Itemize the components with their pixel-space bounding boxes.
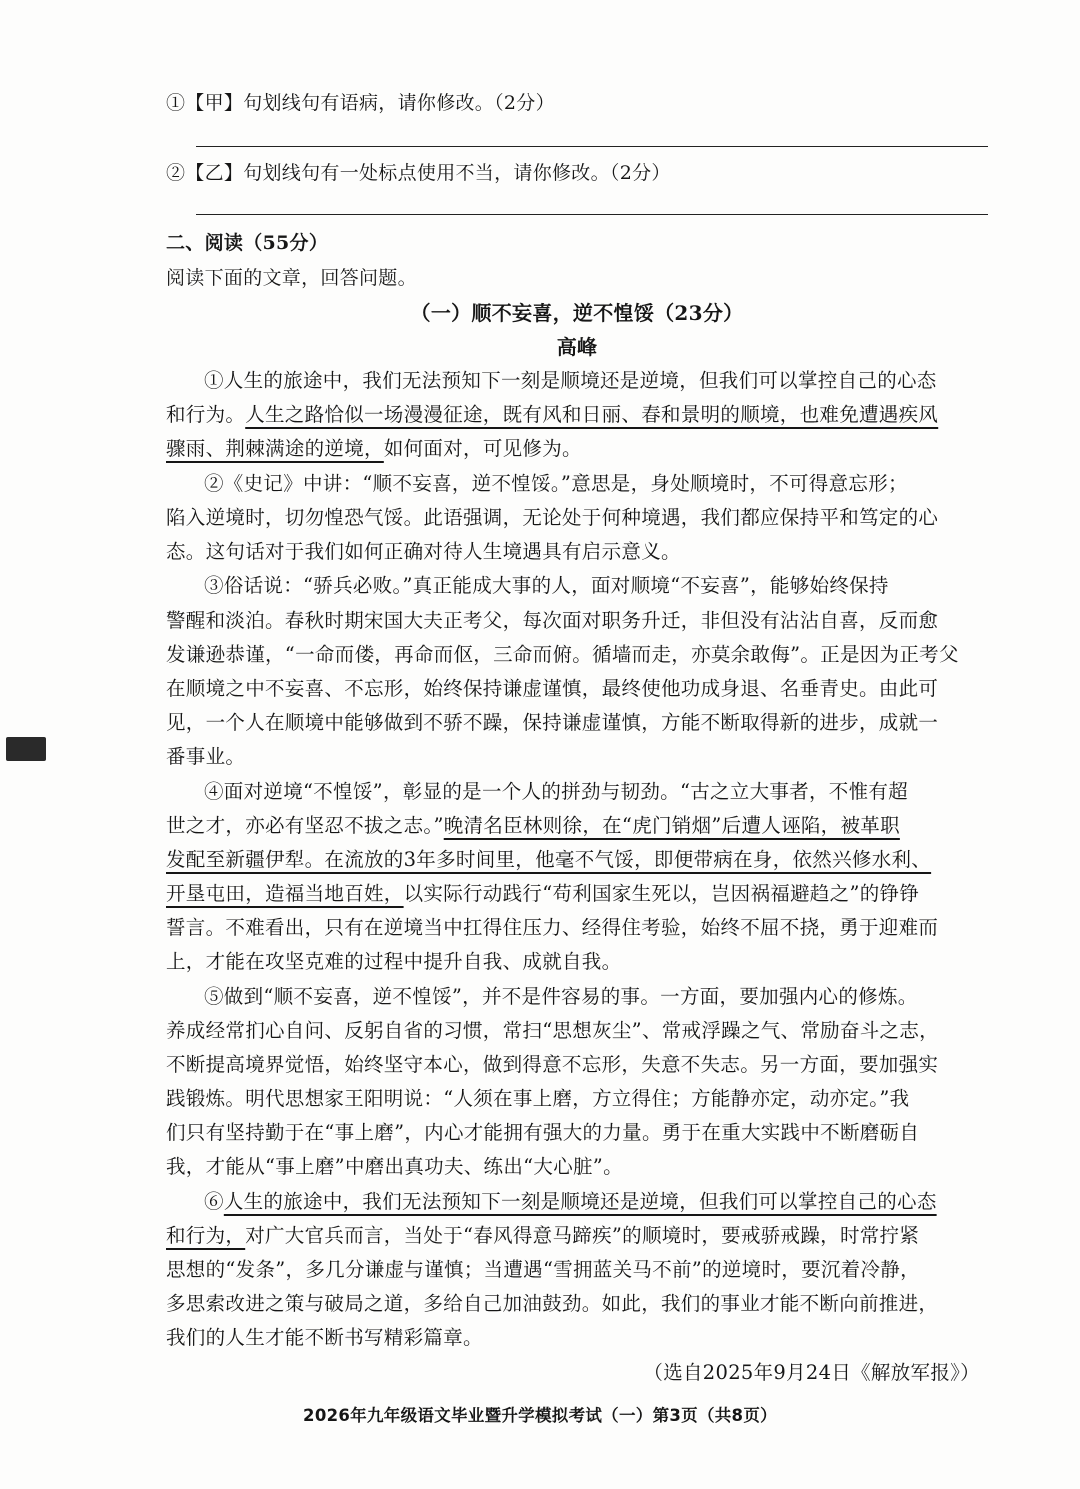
p1-text-end: 如何面对，可见修为。: [383, 437, 582, 460]
p2-line-1: ②《史记》中讲：“顺不妄喜，逆不惶馁。”意思是，身处顺境时，不可得意忘形；: [204, 472, 908, 495]
p5-line-1: ⑤做到“顺不妄喜，逆不惶馁”，并不是件容易的事。一方面，要加强内心的修炼。: [204, 985, 918, 1008]
p4-line-6: 上，才能在攻坚克难的过程中提升自我、成就自我。: [166, 950, 622, 973]
p4-text-end: 以实际行动践行“苟利国家生死以，岂因祸福避趋之”的铮铮: [403, 882, 920, 905]
underlined-sentence-yi-mid: 发配至新疆伊犁。在流放的3年多时间里，他毫不气馁，即便带病在身，依然兴修水利、: [166, 848, 932, 871]
underlined-sentence-p6-end: 和行为，: [166, 1224, 246, 1247]
underlined-sentence-jia: 人生之路恰似一场漫漫征途，既有风和日丽、春和景明的顺境，也难免遭遇疾风: [245, 403, 939, 426]
p6-line-4: 多思索改进之策与破局之道，多给自己加油鼓劲。如此，我们的事业才能不断向前推进，: [166, 1292, 939, 1315]
p2-line-3: 态。这句话对于我们如何正确对待人生境遇具有启示意义。: [166, 540, 681, 563]
question-2: ②【乙】句划线句有一处标点使用不当，请你修改。（2分）: [166, 162, 671, 184]
p1-line-2: [166, 398, 988, 432]
p1-text: 和行为。: [166, 403, 246, 426]
scan-clip-mark: [6, 737, 46, 761]
section-instruction: 阅读下面的文章，回答问题。: [166, 267, 417, 289]
p3-line-4: 在顺境之中不妄喜、不忘形，始终保持谦虚谨慎，最终使他功成身退、名垂青史。由此可: [166, 677, 939, 700]
p6-line-2: [166, 1219, 988, 1253]
p4-line-1: ④面对逆境“不惶馁”，彰显的是一个人的拼劲与韧劲。“古之立大事者，不惟有超: [204, 780, 909, 803]
answer-line-2: [196, 214, 988, 215]
p4-line-2: [166, 809, 988, 843]
p2-line-2: 陷入逆境时，切勿惶恐气馁。此语强调，无论处于何种境遇，我们都应保持平和笃定的心: [166, 506, 939, 529]
question-1: ①【甲】句划线句有语病，请你修改。（2分）: [166, 92, 555, 114]
p5-line-5: 们只有坚持勤于在“事上磨”，内心才能拥有强大的力量。勇于在重大实践中不断磨砺自: [166, 1121, 920, 1144]
p3-line-3: 发谦逊恭谨，“一命而偻，再命而伛，三命而俯。循墙而走，亦莫余敢侮”。正是因为正考父: [166, 643, 959, 666]
page-footer: 2026年九年级语文毕业暨升学模拟考试（一）第3页（共8页）: [303, 1406, 777, 1425]
p1-line-1: ①人生的旅途中，我们无法预知下一刻是顺境还是逆境，但我们可以掌控自己的心态: [204, 369, 937, 392]
p5-line-3: 不断提高境界觉悟，始终坚守本心，做到得意不忘形，失意不失志。另一方面，要加强实: [166, 1053, 939, 1076]
article-source: （选自2025年9月24日《解放军报》）: [643, 1361, 980, 1384]
p5-line-6: 我，才能从“事上磨”中磨出真功夫、练出“大心脏”。: [166, 1155, 623, 1178]
section-heading: 二、阅读（55分）: [166, 232, 329, 254]
underlined-sentence-yi-end: 开垦屯田，造福当地百姓，: [166, 882, 404, 905]
p6-line-3: 思想的“发条”，多几分谦虚与谨慎；当遭遇“雪拥蓝关马不前”的逆境时，要沉着冷静，: [166, 1258, 920, 1281]
p6-line-1: [166, 1185, 988, 1219]
article-title: （一）顺不妄喜，逆不惶馁（23分）: [410, 301, 744, 325]
p5-line-4: 践锻炼。明代思想家王阳明说：“人须在事上磨，方立得住；方能静亦定，动亦定。”我: [166, 1087, 910, 1110]
article-author: 高峰: [556, 335, 598, 359]
p4-line-3: [166, 843, 988, 877]
underlined-sentence-p6: 人生的旅途中，我们无法预知下一刻是顺境还是逆境，但我们可以掌控自己的心态: [223, 1190, 937, 1213]
p3-line-5: 见，一个人在顺境中能够做到不骄不躁，保持谦虚谨慎，方能不断取得新的进步，成就一: [166, 711, 939, 734]
p3-line-1: ③俗话说：“骄兵必败。”真正能成大事的人，面对顺境“不妄喜”，能够始终保持: [204, 574, 889, 597]
p6-text: 对广大官兵而言，当处于“春风得意马蹄疾”的顺境时，要戒骄戒躁，时常拧紧: [245, 1224, 920, 1247]
underlined-sentence-yi: 晚清名臣林则徐，在“虎门销烟”后遭人诬陷，被革职: [443, 814, 900, 837]
p3-line-2: 警醒和淡泊。春秋时期宋国大夫正考父，每次面对职务升迁，非但没有沾沾自喜，反而愈: [166, 609, 939, 632]
p4-line-4: [166, 877, 988, 911]
p4-line-5: 誓言。不难看出，只有在逆境当中扛得住压力、经得住考验，始终不屈不挠，勇于迎难而: [166, 916, 939, 939]
underlined-sentence-jia-end: 骤雨、荆棘满途的逆境，: [166, 437, 384, 460]
p1-line-3: [166, 432, 988, 466]
p3-line-6: 番事业。: [166, 745, 246, 768]
answer-line-1: [196, 146, 988, 147]
p6-number: ⑥: [204, 1190, 224, 1213]
p5-line-2: 养成经常扪心自问、反躬自省的习惯，常扫“思想灰尘”、常戒浮躁之气、常励奋斗之志，: [166, 1019, 939, 1042]
p4-text: 世之才，亦必有坚忍不拔之志。”: [166, 814, 444, 837]
p6-line-5: 我们的人生才能不断书写精彩篇章。: [166, 1326, 483, 1349]
